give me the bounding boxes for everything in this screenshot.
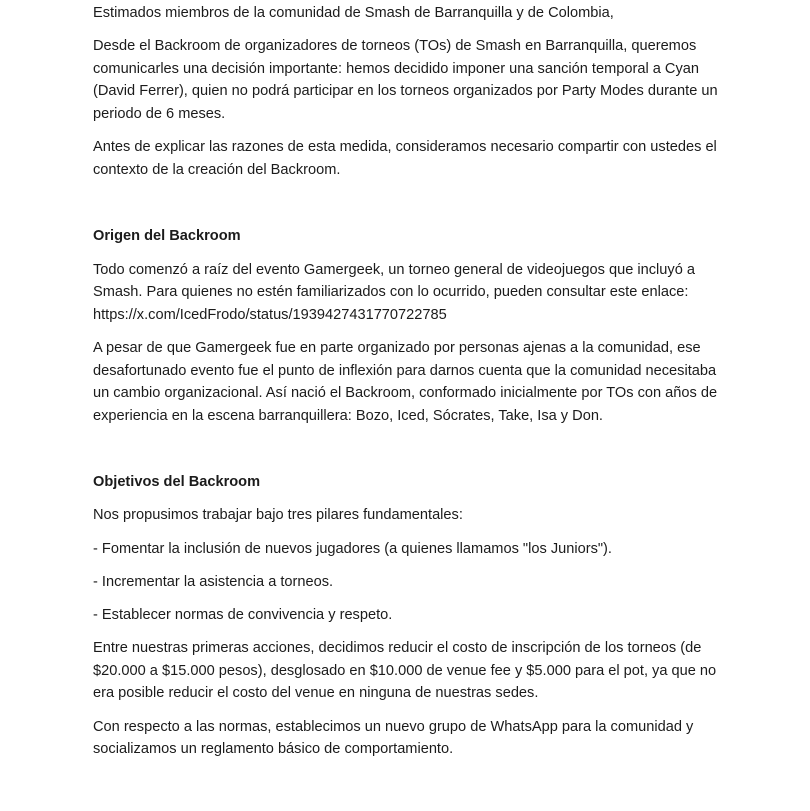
objective-bullet: - Incrementar la asistencia a torneos. — [93, 573, 334, 590]
section-heading-objectives: Objetivos del Backroom — [93, 474, 261, 491]
objective-bullet: - Establecer normas de convivencia y respeto. — [93, 607, 393, 624]
objective-bullet: - Fomentar la inclusión de nuevos jugadores (a quienes llamamos "los Juniors"). — [93, 540, 612, 557]
objectives-paragraph-3: Con respecto a las normas, establecimos un nuevo grupo de WhatsApp para la comunidad y socializamos un reglamento básico de comportamiento. — [93, 718, 694, 758]
context-paragraph: Antes de explicar las razones de esta medida, consideramos necesario compartir con ustedes el contexto de la creación del Backroom. — [93, 139, 717, 178]
objectives-paragraph-2: Entre nuestras primeras acciones, decidimos reducir el costo de inscripción de los torneos (de $20.000 a $15.000 pesos), desglosado en $10.000 de venue fee y $5.000 para el pot, ya que no era posible reducir el costo del venue en ninguna de nuestras sedes. — [93, 640, 717, 702]
greeting-paragraph: Estimados miembros de la comunidad de Smash de Barranquilla y de Colombia, — [93, 5, 614, 21]
intro-paragraph: Desde el Backroom de organizadores de torneos (TOs) de Smash en Barranquilla, queremos comunicarles una decisión importante: hemos decidido imponer una sanción temporal a Cyan (David Ferrer), quien no podrá participar en los torneos organizados por Party Modes durante un periodo de 6 meses. — [93, 38, 718, 122]
objectives-paragraph-1: Nos propusimos trabajar bajo tres pilares fundamentales: — [93, 507, 463, 524]
origin-paragraph-2: A pesar de que Gamergeek fue en parte organizado por personas ajenas a la comunidad, ese desafortunado evento fue el punto de inflexión para darnos cuenta que la comunidad necesitaba un cambio organizacional. Así nació el Backroom, conformado inicialmente por TOs con años de experiencia en la escena barranquillera: Bozo, Iced, Sócrates, Take, Isa y Don. — [93, 339, 718, 424]
section-heading-origin: Origen del Backroom — [93, 228, 241, 245]
document-body — [93, 2, 719, 771]
origin-paragraph-1: Todo comenzó a raíz del evento Gamergeek, un torneo general de videojuegos que incluyó a Smash. Para quienes no estén familiarizados con lo ocurrido, pueden consultar este enlace: https://x.com/IcedFrodo/status/1939427431770722785 — [93, 261, 695, 323]
